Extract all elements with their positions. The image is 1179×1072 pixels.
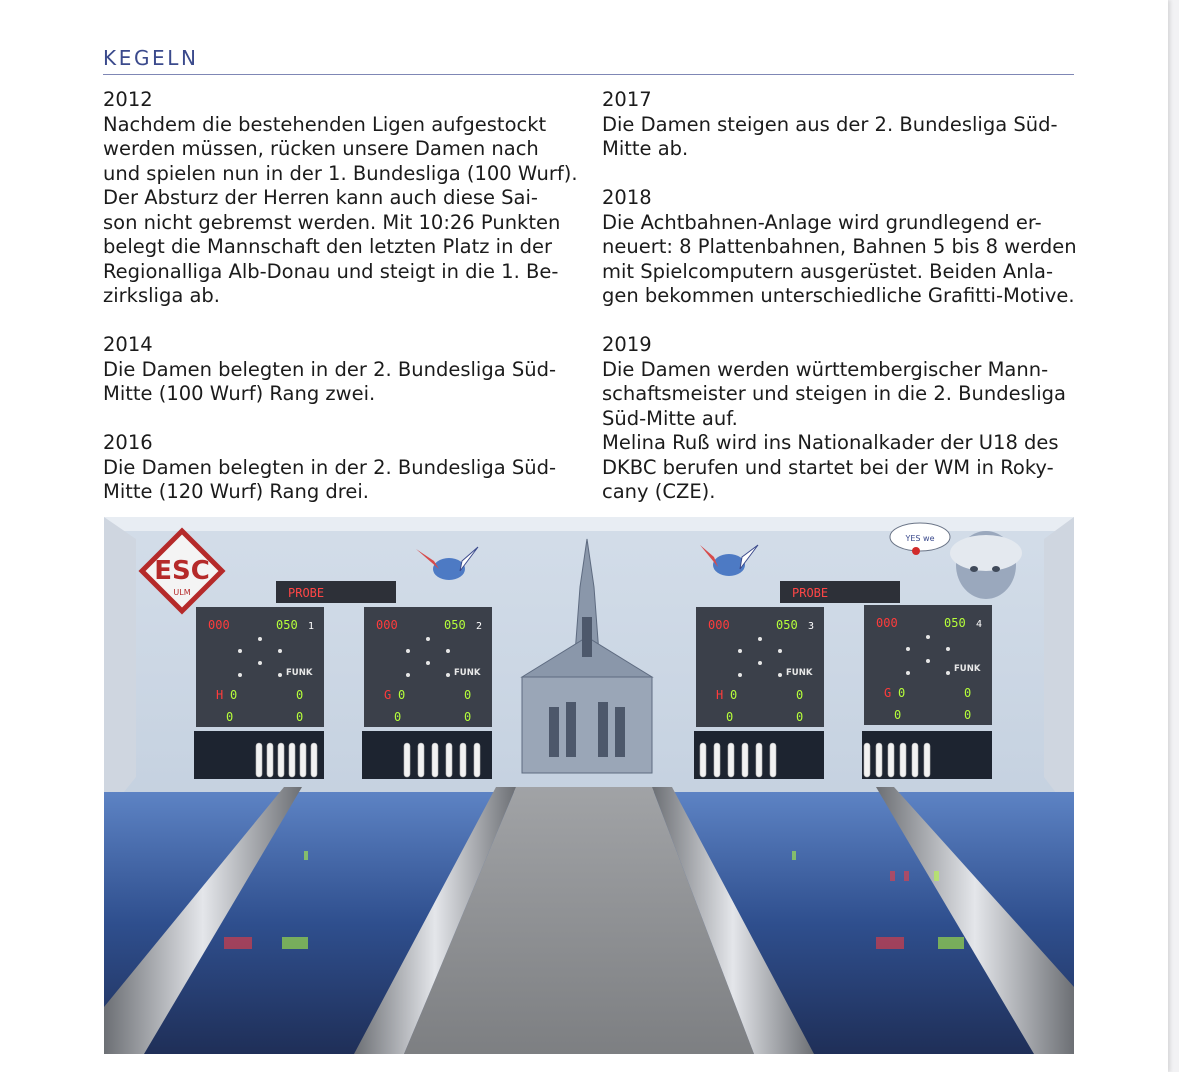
board-bottom: 0 (394, 710, 402, 724)
entry-year: 2012 (103, 88, 153, 111)
board-left-score: 000 (208, 618, 230, 632)
entry-line: Der Absturz der Herren kann auch diese Sai- (103, 186, 538, 209)
left-side-wall (104, 517, 136, 817)
board-bottom: 0 (726, 710, 734, 724)
right-column (602, 88, 1082, 529)
board-bottom: 0 (464, 710, 472, 724)
board-count: 0 (964, 686, 972, 700)
board-count: 0 (398, 688, 406, 702)
board-lane-number: 3 (808, 621, 815, 632)
board-mode: H (216, 688, 224, 702)
entry-line: DKBC berufen und startet bei der WM in Roky- (602, 455, 1054, 479)
board-count: 0 (464, 688, 472, 702)
board-mode: H (716, 688, 724, 702)
board-bottom: 0 (894, 708, 902, 722)
entry-line: Mitte (100 Wurf) Rang zwei. (103, 382, 376, 405)
entry-2019 (602, 333, 1082, 505)
entry-line: Die Achtbahnen-Anlage wird grundlegend er- (602, 210, 1042, 234)
lane-display-right (780, 581, 900, 603)
entry-line: werden müssen, rücken unsere Damen nach (103, 137, 539, 160)
logo-text: ESC (154, 556, 210, 586)
score-board-3 (696, 607, 824, 727)
entry-line: und spielen nun in der 1. Bundesliga (100 Wurf). (103, 161, 578, 185)
board-right-score: 050 (944, 616, 966, 630)
board-bottom: 0 (796, 710, 804, 724)
entry-line: Regionalliga Alb-Donau und steigt in die 1. Be- (103, 259, 559, 283)
board-left-score: 000 (876, 616, 898, 630)
entry-line: Die Damen belegten in der 2. Bundesliga Süd- (103, 455, 557, 479)
score-board-1 (196, 607, 324, 727)
entry-year: 2019 (602, 333, 652, 356)
right-side-wall (1044, 517, 1074, 817)
entry-line: Die Damen belegten in der 2. Bundesliga Süd- (103, 357, 557, 381)
score-board-4 (864, 605, 992, 725)
entry-2017 (602, 88, 1082, 162)
entry-line: belegt die Mannschaft den letzten Platz in der (103, 235, 553, 258)
entry-year: 2017 (602, 88, 652, 111)
entry-line: cany (CZE). (602, 480, 716, 503)
board-bottom: 0 (226, 710, 234, 724)
entry-line: Melina Ruß wird ins Nationalkader der U18 des (602, 431, 1059, 454)
board-right-score: 050 (276, 618, 298, 632)
board-left-score: 000 (376, 618, 398, 632)
entry-2018 (602, 186, 1082, 309)
board-funk-label: FUNK (786, 668, 813, 678)
entry-line: gen bekommen unterschiedliche Grafitti-Motive. (602, 284, 1075, 307)
board-count: 0 (898, 686, 906, 700)
board-lane-number: 2 (476, 621, 483, 632)
board-right-score: 050 (444, 618, 466, 632)
pin-deck-2 (362, 731, 492, 779)
board-count: 0 (796, 688, 804, 702)
board-left-score: 000 (708, 618, 730, 632)
bowling-alley-photo (104, 517, 1074, 1054)
entry-2014 (103, 333, 573, 407)
entry-2016 (103, 431, 573, 505)
board-lane-number: 4 (976, 619, 983, 630)
entry-line: Die Damen werden württembergischer Mann- (602, 357, 1049, 381)
board-lane-number: 1 (308, 621, 315, 632)
score-board-2 (364, 607, 492, 727)
entry-line: Süd-Mitte auf. (602, 406, 738, 430)
board-funk-label: FUNK (954, 664, 981, 674)
logo-subtext: ULM (173, 588, 191, 597)
entry-line: schaftsmeister und steigen in die 2. Bundesliga (602, 382, 1066, 405)
board-bottom: 0 (296, 710, 304, 724)
entry-line: Mitte (120 Wurf) Rang drei. (103, 480, 369, 503)
entry-line: mit Spielcomputern ausgerüstet. Beiden Anla- (602, 259, 1053, 283)
display-text: PROBE (288, 586, 325, 600)
left-column (103, 88, 578, 529)
board-count: 0 (296, 688, 304, 702)
title-rule (103, 74, 1074, 75)
board-bottom: 0 (964, 708, 972, 722)
board-right-score: 050 (776, 618, 798, 632)
entry-line: son nicht gebremst werden. Mit 10:26 Punkten (103, 210, 561, 234)
entry-line: Mitte ab. (602, 137, 689, 160)
display-text: PROBE (792, 586, 829, 600)
entry-line: Die Damen steigen aus der 2. Bundesliga Süd- (602, 112, 1058, 136)
entry-year: 2018 (602, 186, 652, 209)
entry-line: Nachdem die bestehenden Ligen aufgestockt (103, 112, 547, 136)
board-funk-label: FUNK (454, 668, 481, 678)
entry-line: neuert: 8 Plattenbahnen, Bahnen 5 bis 8 werden (602, 235, 1077, 258)
entry-year: 2016 (103, 431, 153, 454)
speech-bubble-text: YES we (905, 534, 935, 543)
lane-display-left (276, 581, 396, 603)
entry-line: zirksliga ab. (103, 284, 221, 307)
entry-year: 2014 (103, 333, 153, 356)
board-count: 0 (230, 688, 238, 702)
section-title: KEGELN (103, 46, 199, 70)
entry-2012 (103, 88, 578, 309)
board-mode: G (884, 686, 892, 700)
board-count: 0 (730, 688, 738, 702)
board-mode: G (384, 688, 392, 702)
board-funk-label: FUNK (286, 668, 313, 678)
